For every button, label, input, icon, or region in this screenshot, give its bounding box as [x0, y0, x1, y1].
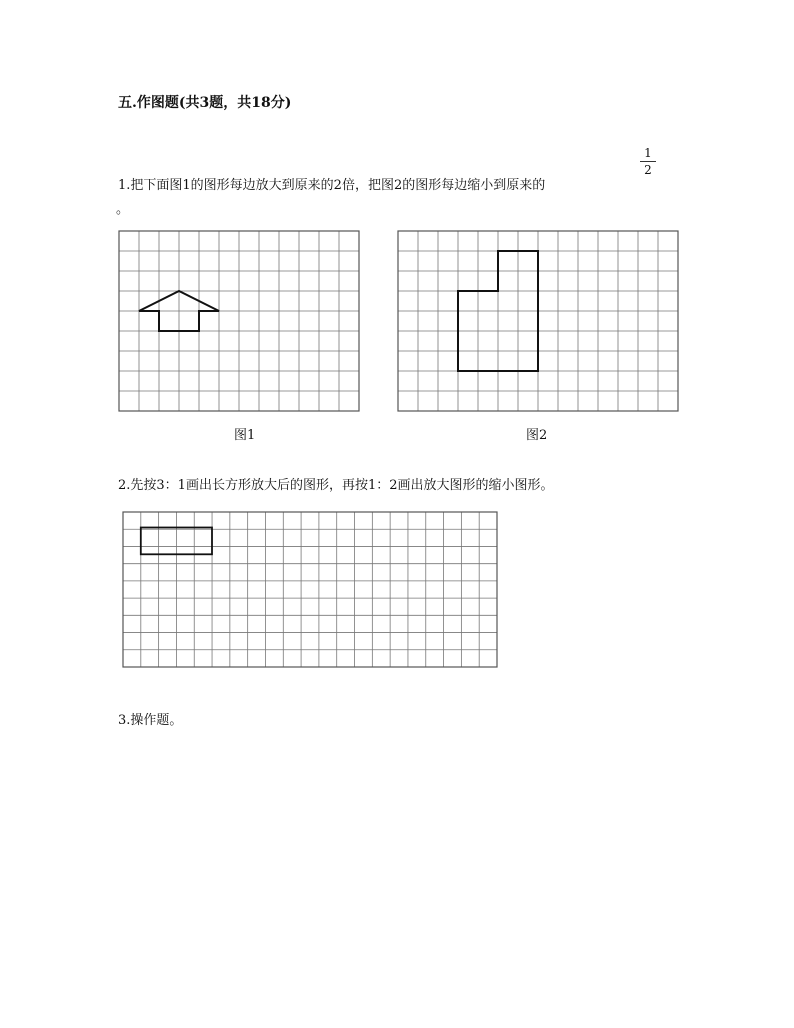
grid-lines: [119, 231, 359, 411]
question-2-text: 2.先按3：1画出长方形放大后的图形，再按1：2画出放大图形的缩小图形。: [118, 478, 554, 493]
fraction-denominator: 2: [644, 163, 652, 177]
figure-1-grid: [118, 230, 362, 414]
fraction-bar: [640, 161, 656, 162]
figure-2-caption: 图2: [526, 428, 548, 443]
figure-1-caption: 图1: [234, 428, 256, 443]
fraction-one-half: [640, 146, 656, 177]
grid-border: [123, 512, 497, 667]
question-1-text-continued: 。: [116, 202, 130, 217]
question-3-text: 3.操作题。: [118, 713, 183, 728]
figure-2-grid: [397, 230, 681, 414]
grid-lines: [123, 512, 497, 667]
question-2-grid: [122, 511, 500, 671]
question-1-text: 1.把下面图1的图形每边放大到原来的2倍，把图2的图形每边缩小到原来的: [118, 178, 546, 193]
fraction-numerator: 1: [644, 146, 652, 160]
section-title: 五.作图题(共3题，共18分): [118, 95, 292, 111]
